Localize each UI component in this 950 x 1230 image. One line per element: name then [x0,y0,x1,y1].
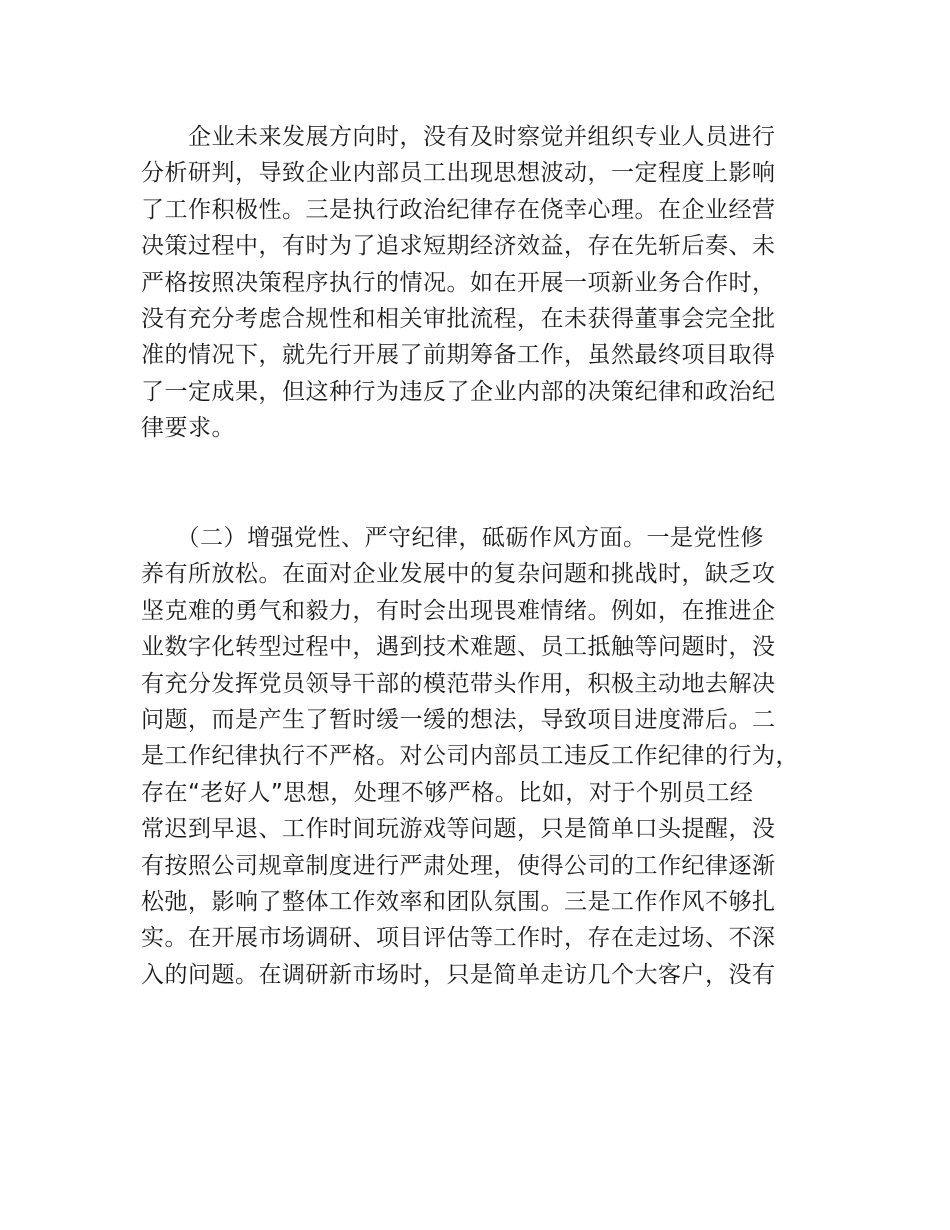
text-line: 准的情况下，就先行开展了前期筹备工作，虽然最终项目取得 [141,342,776,369]
text-line: 律要求。 [141,415,235,442]
text-line: 坚克难的勇气和毅力，有时会出现畏难情绪。例如，在推进企 [141,597,776,624]
text-line: 了一定成果，但这种行为违反了企业内部的决策纪律和政治纪 [141,378,776,405]
paragraph-2 [141,520,821,993]
text-line: 业数字化转型过程中，遇到技术难题、员工抵触等问题时，没 [141,634,776,661]
text-line: 企业未来发展方向时，没有及时察觉并组织专业人员进行 [141,124,776,150]
text-line: 决策过程中，有时为了追求短期经济效益，存在先斩后奏、未 [141,233,776,260]
text-line: 有按照公司规章制度进行严肃处理，使得公司的工作纪律逐渐 [141,852,776,879]
text-line: 分析研判，导致企业内部员工出现思想波动，一定程度上影响 [141,160,776,187]
text-line: 实。在开展市场调研、项目评估等工作时，存在走过场、不深 [141,925,776,952]
paragraph-1 [141,119,821,447]
text-line: 养有所放松。在面对企业发展中的复杂问题和挑战时，缺乏攻 [141,561,776,588]
text-line: 严格按照决策程序执行的情况。如在开展一项新业务合作时， [141,269,776,296]
text-line: 有充分发挥党员领导干部的模范带头作用，积极主动地去解决 [141,670,776,697]
text-line: 入的问题。在调研新市场时，只是简单走访几个大客户，没有 [141,961,776,988]
text-line: 了工作积极性。三是执行政治纪律存在侥幸心理。在企业经营 [141,196,776,223]
text-line: 是工作纪律执行不严格。对公司内部员工违反工作纪律的行为， [141,743,799,770]
text-line: 松弛，影响了整体工作效率和团队氛围。三是工作作风不够扎 [141,888,776,915]
text-line: 问题，而是产生了暂时缓一缓的想法，导致项目进度滞后。二 [141,706,776,733]
text-line: （二）增强党性、严守纪律，砥砺作风方面。一是党性修 [141,525,764,551]
text-line: 没有充分考虑合规性和相关审批流程，在未获得董事会完全批 [141,305,776,332]
text-line: 存在“老好人”思想，处理不够严格。比如，对于个别员工经 [141,779,754,806]
text-line: 常迟到早退、工作时间玩游戏等问题，只是简单口头提醒，没 [141,816,776,843]
